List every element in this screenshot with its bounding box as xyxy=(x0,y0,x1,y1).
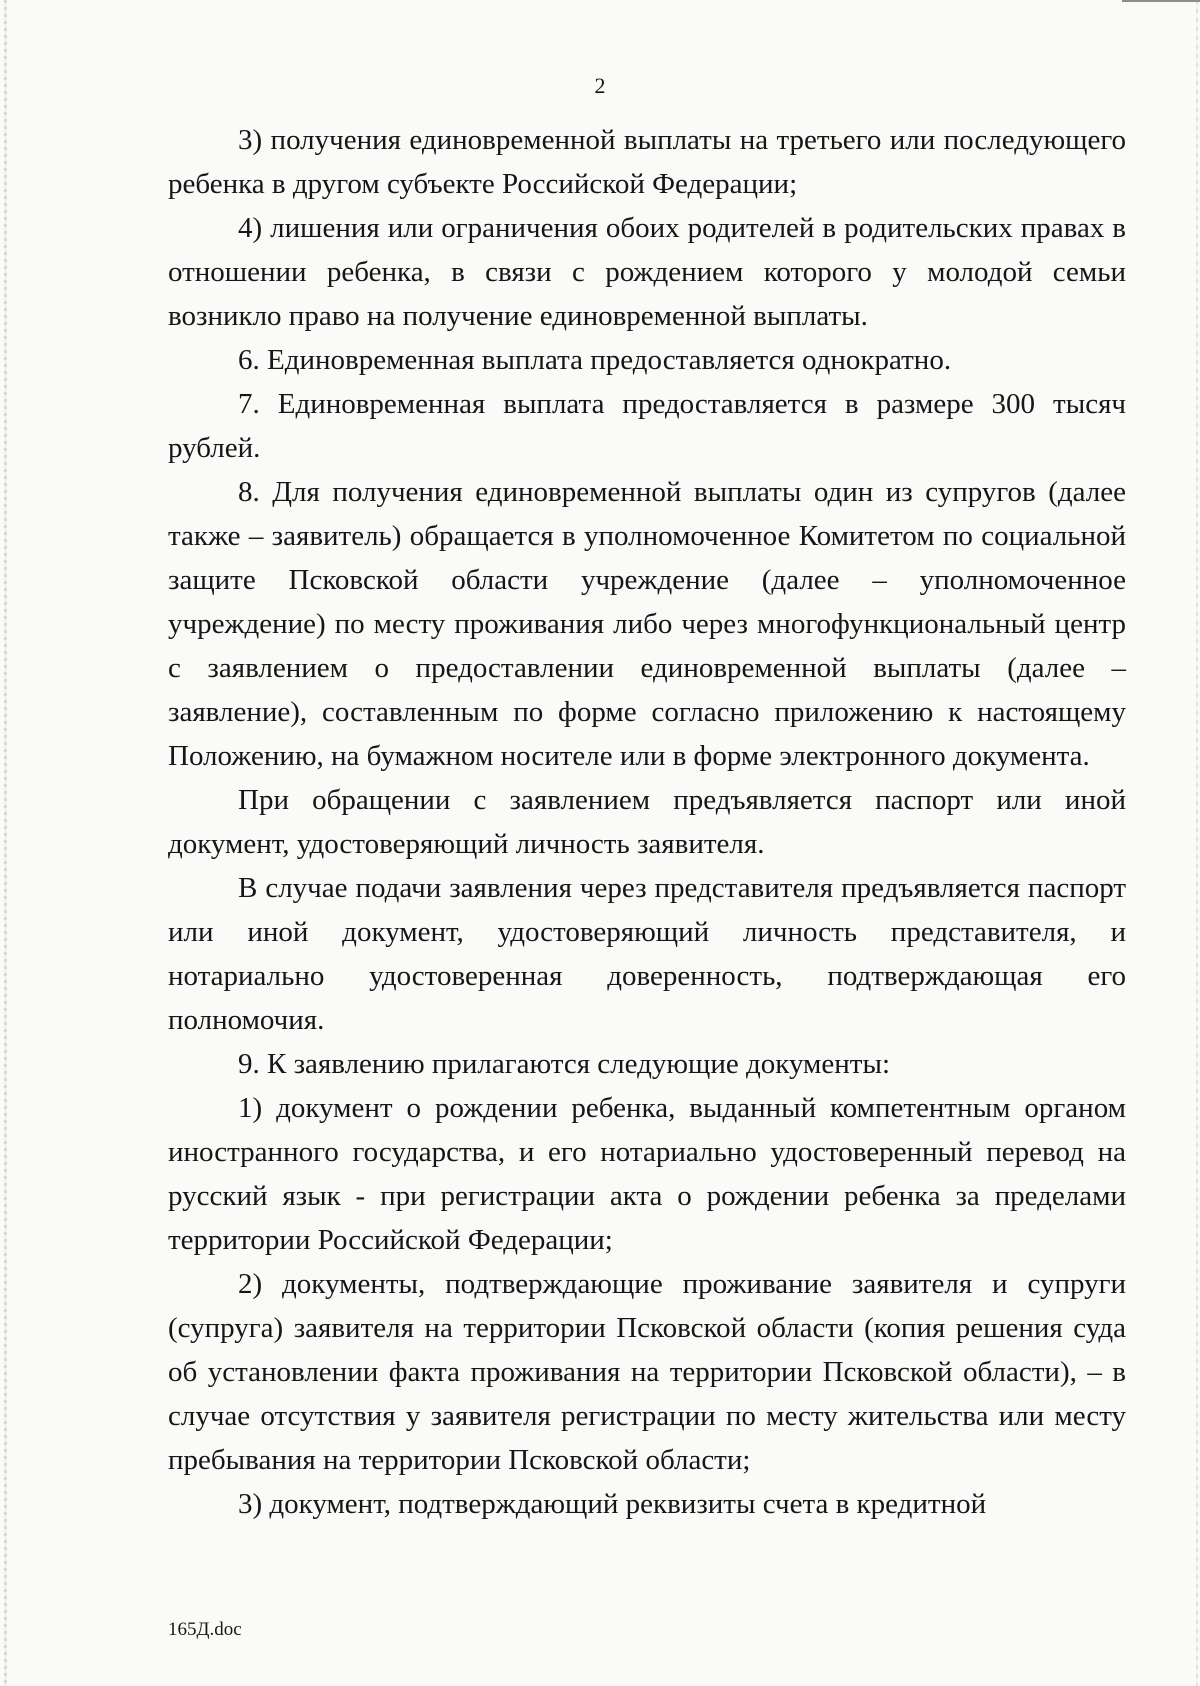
scan-edge-right xyxy=(1196,0,1198,1686)
paragraph-representative: В случае подачи заявления через представителя предъявляется паспорт или иной документ, удостоверяющий личность представителя, и нотариально удостоверенная доверенность, подтверждающая его полномочия. xyxy=(168,872,1126,1036)
paragraph-clause-7: 7. Единовременная выплата предоставляется в размере 300 тысяч рублей. xyxy=(168,388,1126,464)
page-number: 2 xyxy=(594,73,606,98)
document-body xyxy=(168,118,1126,1526)
paragraph-clause-9: 9. К заявлению прилагаются следующие документы: xyxy=(238,1048,891,1080)
paragraph-clause-8: 8. Для получения единовременной выплаты один из супругов (далее также – заявитель) обращается в уполномоченное Комитетом по социальной защите Псковской области учреждение (далее – уполномоченное учреждение) по месту проживания либо через многофункциональный центр с заявлением о предоставлении единовременной выплаты (далее – заявление), составленным по форме согласно приложению к настоящему Положению, на бумажном носителе или в форме электронного документа. xyxy=(168,476,1126,772)
paragraph-item-4: 4) лишения или ограничения обоих родителей в родительских правах в отношении ребенка, в связи с рождением которого у молодой семьи возникло право на получение единовременной выплаты. xyxy=(168,212,1126,332)
scan-top-line xyxy=(1122,0,1200,2)
paragraph-doc-item-1: 1) документ о рождении ребенка, выданный компетентным органом иностранного государства, и его нотариально удостоверенный перевод на русский язык - при регистрации акта о рождении ребенка за пределами территории Российской Федерации; xyxy=(168,1092,1126,1256)
footer-filename: 165Д.doc xyxy=(168,1619,242,1640)
paragraph-passport: При обращении с заявлением предъявляется паспорт или иной документ, удостоверяющий личность заявителя. xyxy=(168,784,1126,860)
paragraph-clause-6: 6. Единовременная выплата предоставляется однократно. xyxy=(238,344,952,376)
paragraph-item-3: 3) получения единовременной выплаты на третьего или последующего ребенка в другом субъекте Российской Федерации; xyxy=(168,124,1126,200)
scan-edge-left xyxy=(4,0,7,1686)
paragraph-doc-item-2: 2) документы, подтверждающие проживание заявителя и супруги (супруга) заявителя на территории Псковской области (копия решения суда об установлении факта проживания на территории Псковской области), – в случае отсутствия у заявителя регистрации по месту жительства или месту пребывания на территории Псковской области; xyxy=(168,1268,1126,1476)
paragraph-doc-item-3: 3) документ, подтверждающий реквизиты счета в кредитной xyxy=(238,1488,987,1520)
